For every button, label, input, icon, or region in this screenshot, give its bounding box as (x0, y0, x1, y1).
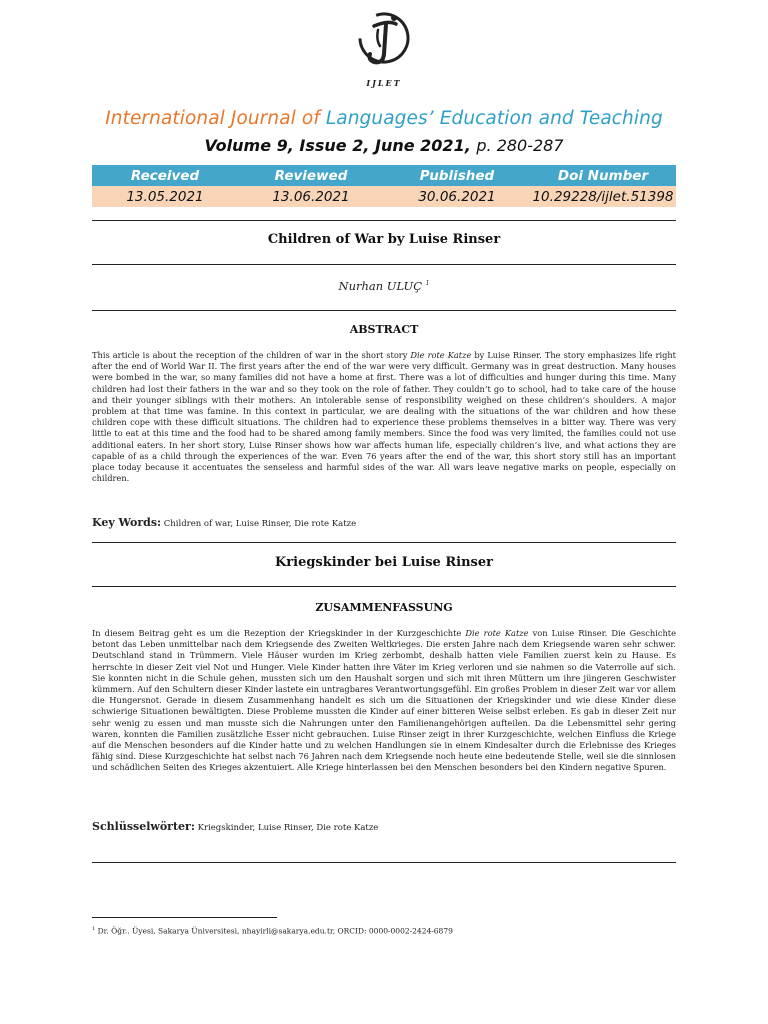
author-name: Nurhan ULUÇ (338, 279, 422, 293)
keywords: Children of war, Luise Rinser, Die rote Katze (163, 519, 357, 529)
divider (92, 542, 676, 543)
keywords-line (92, 516, 676, 529)
volume-line (0, 136, 768, 155)
schluesselwoerter-label: Schlüsselwörter: (92, 820, 195, 833)
value-published: 30.06.2021 (418, 188, 496, 205)
abstract-heading: ABSTRACT (349, 323, 419, 336)
header-doi: Doi Number (557, 167, 649, 184)
header-published: Published (419, 167, 495, 184)
logo-caption: IJLET (366, 78, 402, 88)
article-title: Children of War by Luise Rinser (267, 232, 501, 247)
volume-info: Volume 9, Issue 2, June 2021, (204, 136, 471, 155)
story-title-de: Die rote Katze (465, 628, 529, 638)
schluesselwoerter-line (92, 820, 676, 833)
dates-header-row (92, 165, 676, 186)
value-doi[interactable]: 10.29228/ijlet.51398 (532, 188, 674, 205)
footnote-divider (92, 917, 277, 918)
schluesselwoerter: Kriegskinder, Luise Rinser, Die rote Katze (197, 823, 379, 833)
keywords-label: Key Words: (92, 516, 162, 529)
dates-values-row (92, 186, 676, 207)
zusammenfassung-text: In diesem Beitrag geht es um die Rezeption der Kriegskinder in der Kurzgeschichte Die rote Katze von Luise Rinser. Die Geschichte betont das Leben unmittelbar nach dem Kriegsende des Zweiten Weltkrieges. Die ersten Jahre nach dem Kriegsende waren sehr schwer. Deutschland stand in Trümmern. Viele Häuser wurden im Krieg zerbombt, deshalb hatten viele Familien zuerst kein zu Hause. Es herrschte in dieser Zeit viel Not und Hunger. Viele Kinder hatten ihre Väter im Krieg verloren und sie nahmen so die Vaterrolle auf sich. Sie konnten nicht in die Schule gehen, mussten sich um den Haushalt sorgen und sich mit ihren Müttern um ihre jüngeren Geschwister kümmern. Auf den Schultern dieser Kinder lastete ein untragbares Verantwortungsgefühl. Ein großes Problem in dieser Zeit war vor allem die Hungersnot. Gerade in diesem Zusammenhang handelt es sich um die Situationen der Kriegskinder und wie diese Kinder diese schwierige Situationen bewältigten. Diese Probleme mussten die Kinder auf einer bitteren Weise selbst erleben. Es gab in dieser Zeit nur sehr wenig zu essen und man musste sich die Nahrungen unter den Familienangehörigen aufteilen. Da die Lebensmittel sehr gering waren, konnten die Familien zusätzliche Esser nicht gebrauchen. Luise Rinser zeigt in ihrer Kurzgeschichte, welchen Einfluss die Kriege auf die Menschen besonders auf die Kinder hatte und zu welchen Handlungen sie in einem Kindesalter durch die Erlebnisse des Krieges fähig sind. Diese Kurzgeschichte hat selbst nach 76 Jahren nach dem Kriegsende noch heute eine bedeutende Stelle, weil sie die sinnlosen und schädlichen Seiten des Krieges akzentuiert. Alle Kriege hinterlassen bei den Menschen besonders bei den Kindern negative Spuren. (92, 628, 676, 773)
zusammenfassung-heading: ZUSAMMENFASSUNG (315, 601, 453, 614)
value-reviewed: 13.06.2021 (272, 188, 350, 205)
divider (92, 862, 676, 863)
journal-title-part1: International Journal of (105, 108, 320, 129)
dates-table (92, 165, 676, 207)
divider (92, 264, 676, 265)
abstract-text: This article is about the reception of the children of war in the short story Die rote Katze by Luise Rinser. The story emphasizes life right after the end of World War II. The first years after the end of the war were very difficult. Germany was in great destruction. Many houses were bombed in the war, so many families did not have a home at first. There was a lot of difficulties and hunger during this time. Many children had lost their fathers in the war and so they took on the role of father. They couldn’t go to school, had to take care of the house and their younger siblings with their mothers. An intolerable sense of responsibility weighed on these children’s shoulders. A major problem at that time was famine. In this context in particular, we are dealing with the situations of the war children and how these children cope with these difficult situations. The children had to experience these problems themselves in a bitter way. There was very little to eat at this time and the food had to be shared among family members. Since the food was very limited, the families could not use additional eaters. In her short story, Luise Rinser shows how war affects human life, especially children’s live, and what actions they are capable of as a child through the experiences of the war. Even 76 years after the end of the war, this short story still has an important place today because it accentuates the senseless and harmful sides of the war. All wars leave negative marks on people, especially on children. (92, 350, 676, 484)
page-range: p. 280-287 (476, 136, 564, 155)
divider (92, 310, 676, 311)
journal-title-part2: Languages’ Education and Teaching (325, 108, 663, 129)
value-received: 13.05.2021 (126, 188, 204, 205)
header-reviewed: Reviewed (274, 167, 348, 184)
story-title: Die rote Katze (410, 350, 472, 360)
author-note-mark: 1 (425, 280, 430, 288)
divider (92, 220, 676, 221)
header-received: Received (130, 167, 200, 184)
author-line (0, 279, 768, 293)
footnote-text: Dr. Öğr.. Üyesi, Sakarya Üniversitesi, nhayirli@sakarya.edu.tr, ORCID: 0000-0002-2424-6879 (97, 926, 453, 936)
divider (92, 586, 676, 587)
journal-title (0, 108, 768, 129)
german-title: Kriegskinder bei Luise Rinser (274, 555, 493, 570)
footnote-mark: 1 (92, 926, 96, 932)
footnote (92, 926, 676, 936)
